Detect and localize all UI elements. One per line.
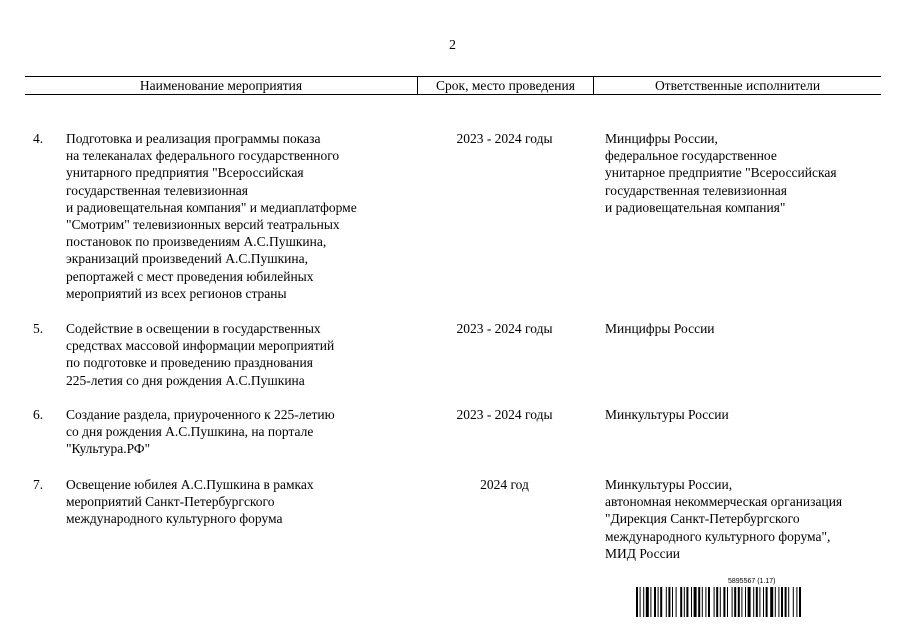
- row-term: 2023 - 2024 годы: [456, 407, 553, 422]
- row-number: 5.: [33, 321, 44, 336]
- row-number: 6.: [33, 407, 44, 422]
- row-responsible: Минцифры России: [605, 321, 715, 336]
- row-description: Подготовка и реализация программы показа на телеканалах федерального государственного унитарного предприятия "Всероссийская государственная телевизионная и радиовещательная компания" и медиаплатформе "Смотрим" телевизионных версий театральных постановок по произведениям А.С.Пушкина, экранизаций произведений А.С.Пушкина, репортажей с мест проведения юбилейных мероприятий из всех регионов страны: [66, 131, 357, 301]
- row-responsible: Минцифры России, федеральное государственное унитарное предприятие "Всероссийская государственная телевизионная и радиовещательная компания": [605, 131, 837, 215]
- table-header: [25, 76, 881, 95]
- barcode-icon: [636, 587, 884, 617]
- header-responsible: Ответственные исполнители: [654, 78, 821, 93]
- row-number: 7.: [33, 477, 44, 492]
- page-number: 2: [449, 38, 456, 53]
- row-description: Создание раздела, приуроченного к 225-летию со дня рождения А.С.Пушкина, на портале "Культура.РФ": [66, 407, 335, 457]
- barcode-code: 5895567 (1.17): [728, 578, 776, 585]
- header-term-place: Срок, место проведения: [418, 77, 594, 94]
- row-description: Освещение юбилея А.С.Пушкина в рамках мероприятий Санкт-Петербургского международного культурного форума: [66, 477, 314, 527]
- row-term: 2024 год: [480, 477, 529, 492]
- row-responsible: Минкультуры России, автономная некоммерческая организация "Дирекция Санкт-Петербургского международного культурного форума", МИД России: [605, 477, 843, 561]
- row-term: 2023 - 2024 годы: [456, 131, 553, 146]
- row-description: Содействие в освещении в государственных средствах массовой информации мероприятий по подготовке и проведению празднования 225-летия со дня рождения А.С.Пушкина: [66, 321, 335, 388]
- row-number: 4.: [33, 131, 44, 146]
- row-responsible: Минкультуры России: [605, 407, 729, 422]
- barcode-block: [636, 578, 884, 618]
- row-term: 2023 - 2024 годы: [456, 321, 553, 336]
- header-event-name: Наименование мероприятия: [25, 77, 418, 94]
